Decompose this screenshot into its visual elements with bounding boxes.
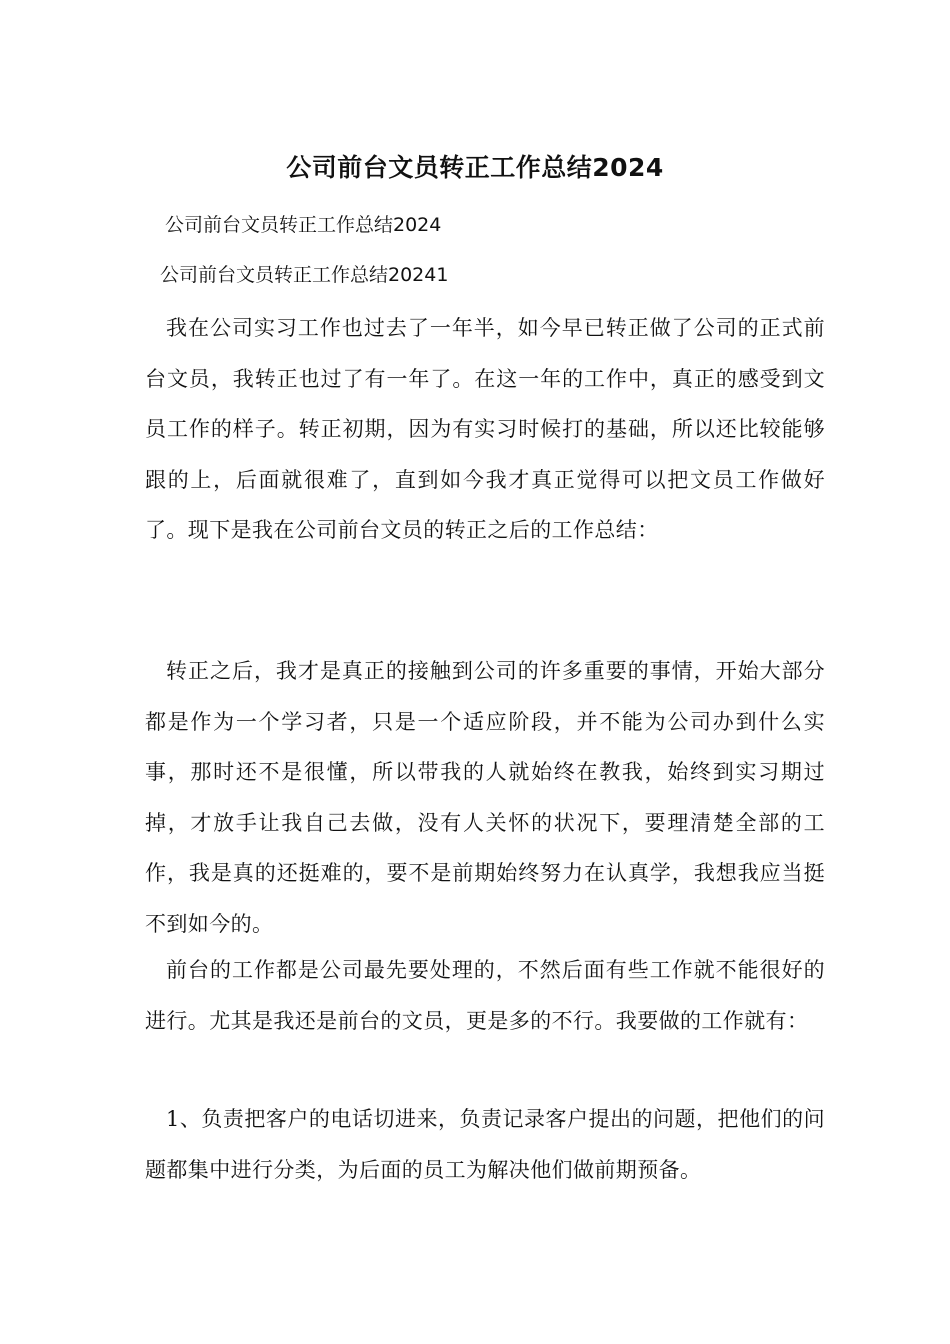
paragraph-after-regularization: 转正之后，我才是真正的接触到公司的许多重要的事情，开始大部分都是作为一个学习者，只是一个适应阶段，并不能为公司办到什么实事，那时还不是很懂，所以带我的人就始终在教我，始终到实习期过掉，才放手让我自己去做，没有人关怀的状况下，要理清楚全部的工作，我是真的还挺难的，要不是前期始终努力在认真学，我想我应当挺不到如今的。: [145, 659, 825, 936]
paragraph-duty-item-1: 1、负责把客户的电话切进来，负责记录客户提出的问题，把他们的问题都集中进行分类，为后面的员工为解决他们做前期预备。: [145, 1107, 825, 1182]
document-subtitle: 公司前台文员转正工作总结2024: [165, 214, 442, 236]
paragraph-front-desk-duties: 前台的工作都是公司最先要处理的，不然后面有些工作就不能很好的进行。尤其是我还是前台的文员，更是多的不行。我要做的工作就有：: [145, 958, 825, 1033]
document-subtitle-numbered: 公司前台文员转正工作总结20241: [160, 264, 449, 286]
document-title: 公司前台文员转正工作总结2024: [286, 153, 664, 182]
paragraph-intro: 我在公司实习工作也过去了一年半，如今早已转正做了公司的正式前台文员，我转正也过了有一年了。在这一年的工作中，真正的感受到文员工作的样子。转正初期，因为有实习时候打的基础，所以还比较能够跟的上，后面就很难了，直到如今我才真正觉得可以把文员工作做好了。现下是我在公司前台文员的转正之后的工作总结：: [145, 316, 825, 542]
